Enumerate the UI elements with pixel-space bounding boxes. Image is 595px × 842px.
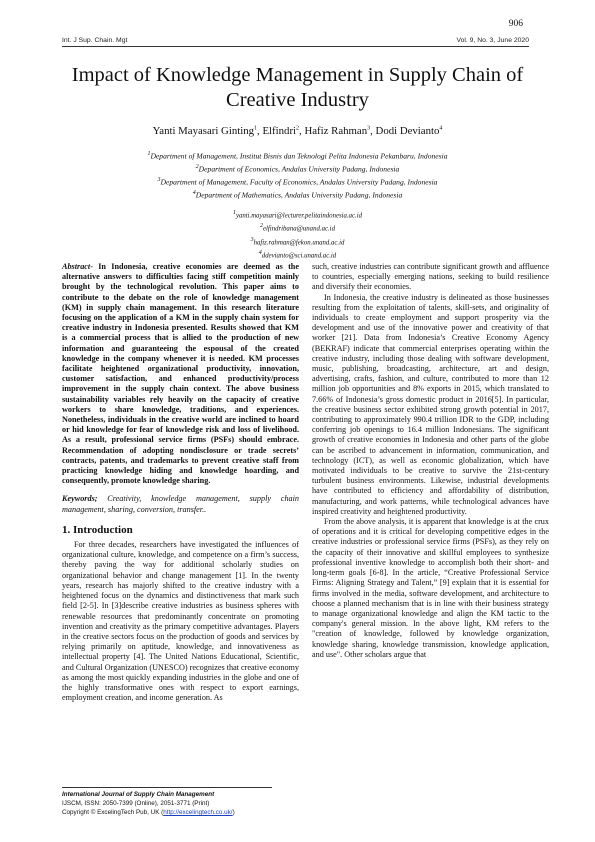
affiliation-text: Department of Economics, Andalas University Padang, Indonesia — [198, 164, 400, 174]
affiliation-text: Department of Mathematics, Andalas University Padang, Indonesia — [195, 190, 403, 200]
keywords-label: Keywords; — [62, 494, 98, 504]
keywords — [62, 494, 299, 514]
paper-title: Impact of Knowledge Management in Supply Chain of Creative Industry — [71, 64, 524, 111]
author-separator: , — [299, 125, 305, 137]
running-header — [62, 37, 529, 47]
author-mark: 4 — [439, 125, 443, 132]
email-text[interactable]: yanti.mayasari@lecturer.pelitaindonesia.ac.id — [235, 212, 363, 220]
affiliation-mark: 2 — [195, 163, 199, 170]
affiliation-text: Department of Management, Institut Bisnis dan Teknologi Pelita Indonesia Pekanbaru, Indonesia — [150, 151, 448, 161]
email-mark: 4 — [258, 249, 262, 256]
email-list — [40, 208, 555, 261]
email-mark: 3 — [250, 236, 254, 243]
affiliation-mark: 1 — [147, 151, 151, 157]
copyright-close: ) — [232, 809, 235, 816]
author-name: Dodi Devianto — [375, 125, 440, 137]
author-separator: , — [257, 125, 263, 137]
email[interactable] — [40, 208, 555, 221]
body-paragraph: In Indonesia, the creative industry is delineated as those businesses resulting from the exploitation of talents, skill-sets, and originality of individuals to create employment and support prosperity via the development and use of the innovative power and creativity of that worker [21]. Data from Indonesia’s Creative Economy Agency (BEKRAF) indicate that commercial enterprises operating within the creative industry, including those dealing with software development, music, publishing, broadcasting, architecture, art and design, advertising, crafts, fashion, and culture, contributed to more than 12 million job opportunities and 8% exports in 2015, which translated to 7.66% of Indonesia’s gross domestic product in 2016[5]. In particular, the creative business sector exhibited strong growth potential in 2017, contributing to approximately 990.4 trillion IDR to the GDP, including conferring job openings to 16.4 million Indonesians. The significant growth of creative economies in Indonesia and other parts of the globe can be ascribed to advancement in information, communication, and technology (ICT), as well as economic globalization, which have motivated individuals to be creative to survive the 21st-century turbulent business environments. Likewise, industrial developments have contributed to efficiency and affordability of distribution, manufacturing, and work patterns, while technological advances have inspired creativity and heightened productivity. — [312, 292, 549, 516]
affiliation — [40, 175, 555, 188]
author-mark: 3 — [367, 125, 371, 132]
author-list — [40, 125, 555, 137]
footer-issn: IJSCM, ISSN: 2050-7399 (Online), 2051-3771 (Print) — [62, 800, 210, 807]
body-paragraph: such, creative industries can contribute significant growth and affluence to countries, especially emerging nations, seeking to build resilience and diversify their economies. — [312, 262, 549, 292]
affiliation — [40, 162, 555, 175]
copyright-text: Copyright © ExcelingTech Pub, UK ( — [62, 809, 164, 816]
section-heading: 1. Introduction — [62, 523, 133, 536]
affiliation-text: Department of Management, Faculty of Economics, Andalas University Padang, Indonesia — [160, 177, 438, 187]
email-text[interactable]: hafiz.rahman@fekon.unand.ac.id — [253, 238, 345, 246]
keywords-text: Creativity, knowledge management, supply chain management, sharing, conversion, transfer.. — [62, 494, 299, 514]
body-paragraph: From the above analysis, it is apparent that knowledge is at the crux of operations and it is critical for developing competitive edges in the creative industries or professional service firms (PSFs), as they rely on the capacity of their innovative and skillful employees to synthesize professional inventive knowledge to accomplish both their short- and long-term goals [6-8]. In the article, “Creative Professional Service Firms: Aligning Strategy and Talent,” [9] explain that it is essential for firms involved in the media, software development, and architecture to choose a planned mechanism that is in line with their business strategy to manage organizational knowledge and align the KM tactic to the company's general mission. In the above light, KM refers to the "creation of knowledge, followed by knowledge organization, knowledge sharing, knowledge transmission, knowledge application, and use". Other scholars argue that — [312, 517, 549, 659]
right-column — [312, 262, 549, 660]
page-number: 906 — [508, 19, 523, 29]
email[interactable] — [40, 235, 555, 248]
author-name: Elfindri — [262, 125, 297, 137]
email-text[interactable]: ddevianto@sci.unand.ac.id — [261, 252, 337, 260]
footer-copyright — [62, 808, 272, 817]
footer-journal: International Journal of Supply Chain Management — [62, 791, 215, 798]
affiliation-mark: 4 — [192, 189, 196, 196]
journal-abbrev: Int. J Sup. Chain. Mgt — [62, 37, 128, 44]
author-mark: 1 — [254, 125, 258, 132]
publisher-link[interactable]: http://excelingtech.co.uk/ — [163, 809, 233, 816]
affiliation — [40, 188, 555, 201]
abstract-label: Abstract- — [62, 262, 93, 271]
email[interactable] — [40, 248, 555, 261]
email-mark: 1 — [232, 210, 236, 216]
email-mark: 2 — [260, 223, 264, 230]
author-name: Yanti Mayasari Ginting — [152, 125, 255, 137]
affiliation-list — [40, 149, 555, 201]
abstract — [62, 262, 299, 486]
author-separator: , — [370, 125, 376, 137]
author-name: Hafiz Rahman — [304, 125, 368, 137]
email-text[interactable]: elfindribana@unand.ac.id — [263, 225, 335, 233]
affiliation-mark: 3 — [157, 176, 161, 183]
affiliation — [40, 149, 555, 162]
volume-info: Vol. 9, No. 3, June 2020 — [456, 37, 529, 44]
body-paragraph: For three decades, researchers have investigated the influences of organizational culture, knowledge, and competence on a firm’s success, thereby paving the way for additional scholarly studies on organizational behavior and change management [1]. In the twenty years, research has majorly shifted to the creative industry with a heightened focus on the dynamics and distinctiveness that mark such field [2-5]. In [3]describe creative industries as business spheres with renewable resources that predominantly concentrate on promoting invention and creativity as the primary competitive advantages. Players in the creative sectors focus on the production of goods and services by relying primarily on aptitude, knowledge, and innovativeness as intellectual property [4]. The United Nations Educational, Scientific, and Cultural Organization (UNESCO) recognizes that creative economy as among the most quickly expanding industries in the globe and one of the highly transformative ones with respect to export earnings, employment creation, and income generation. As — [62, 540, 299, 703]
author-mark: 2 — [296, 125, 300, 132]
left-column — [62, 262, 299, 703]
abstract-text: In Indonesia, creative economies are deemed as the alternative answers to difficulties facing stiff competition mainly brought by the technological revolution. This paper aims to contribute to the debate on the role of knowledge management (KM) in supply chain management. In this research literature focusing on the application of a KM in the supply chain system for creative industry in Indonesia presented. Results showed that KM is a commercial process that is allied to the production of new information and guaranteeing the espousal of the created knowledge in the company whenever it is needed. KM processes facilitate heightened organizational productivity, innovation, customer satisfaction, and enhanced productivity/process improvement in the supply chain context. The above business sustainability variables rely heavily on the capacity of creative workers to share knowledge, traditions, and experiences. Nonetheless, individuals in the creative world are inclined to hoard or hid knowledge for fear of knowledge risk and loss of livelihood. As a result, professional service firms (PSFs) should embrace. Recommendation of adopting nondisclosure or trade secrets’ contracts, patents, and trademarks to prevent creative staff from practicing knowledge hiding and knowledge hoarding, and consequently, promote knowledge sharing. — [62, 262, 299, 486]
email[interactable] — [40, 221, 555, 234]
footer — [62, 787, 272, 817]
